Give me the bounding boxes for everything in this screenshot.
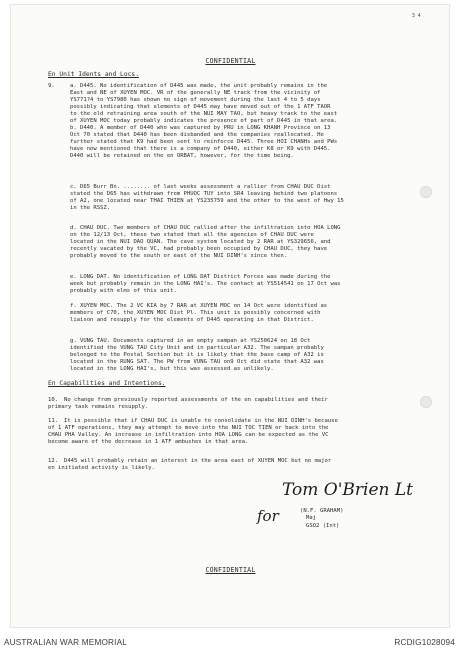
item-letter: g.: [70, 338, 77, 344]
text-line: stated the D65 has withdrawn from PHUOC TUY into SR4 leaving behind two platoons: [70, 191, 338, 198]
item-paragraph: [70, 225, 341, 260]
text-line: No change from previously reported assessments of the en capabilities and their: [64, 397, 328, 403]
item-paragraph: [70, 274, 341, 295]
text-line: recently vacated by the VC, had probably been occupied by CHAU DUC, they have: [70, 246, 328, 253]
text-line: identified the VUNG TAU City Unit and in particular A32. The sampan probably: [70, 345, 324, 352]
section-capabilities-heading: En Capabilities and Intentions.: [48, 380, 166, 387]
text-line: YS771?4 to YS7980 has shown no sign of movement during the last 4 to 5 days: [70, 97, 321, 104]
item-letter: e.: [70, 274, 77, 280]
text-line: CHAU DUC. Two members of CHAU DUC rallied after the infiltration into HOA LONG: [80, 225, 341, 231]
footer-record-id: RCDIG1028094: [394, 638, 455, 647]
text-line: week but probably remain in the LONG HAI's. The contact at YS514541 on 17 Oct was: [70, 281, 341, 288]
signatory-appointment: GSO2 (Int): [306, 522, 340, 529]
text-line: located in the NUI DAO QUAN. The cave system located by 2 RAR at YS329656, and: [70, 239, 331, 246]
item-letter: b.: [70, 125, 77, 131]
punch-hole-bottom: [420, 396, 432, 408]
signature-block: [300, 508, 343, 530]
text-line: to the old retraining area south of the NUI MAY TAO, but heavy track to the east: [70, 111, 338, 118]
classification-bottom: CONFIDENTIAL: [205, 566, 256, 574]
text-line: of A2, one located near THAI THIEN at YS235759 and the other to the west of Hwy 15: [70, 198, 344, 205]
text-line: East and NE of XUYEN MOC. VR of the generally NE track from the vicinity of: [70, 90, 321, 97]
classification-top: CONFIDENTIAL: [205, 57, 256, 65]
text-line: XUYEN MOC. The 2 VC KIA by 7 RAR at XUYEN MOC on 14 Oct were identified as: [80, 303, 328, 309]
item-paragraph: [70, 83, 338, 125]
text-line: probably moved to the south or east of the NUI DINH's since then.: [70, 253, 288, 260]
footer-archive-name: AUSTRALIAN WAR MEMORIAL: [4, 638, 128, 647]
section-idents-heading: En Unit Idents and Locs.: [48, 71, 139, 78]
text-line: located in the LONG HAI's, but this was assessed as unlikely.: [70, 366, 274, 373]
text-line: primary task remains resupply.: [48, 404, 149, 411]
text-line: possibly indicating that elements of D445 may have moved out of the 1 ATF TAOR: [70, 104, 331, 111]
text-line: have now mentioned that there is a company of D440, either K8 or K9 with D445.: [70, 146, 331, 153]
text-line: CHAU PHA Valley. An increase in infiltration into HOA LONG can be expected as the VC: [48, 432, 329, 439]
paragraph-number: 12.: [48, 458, 59, 464]
text-line: members of C70, the XUYEN MOC Dist Pl. This unit is possibly concerned with: [70, 310, 321, 317]
text-line: en initiated activity is likely.: [48, 465, 155, 472]
text-line: D440 will be retained on the en ORBAT, however, for the time being.: [70, 153, 294, 160]
text-line: further stated that K9 had been sent to reinforce D445. Three HOI CHANHs and PWs: [70, 139, 338, 146]
text-line: located in the RUNG SAT. The PW from VUNG TAU on9 Oct did state that A32 was: [70, 359, 324, 366]
text-line: become aware of the decrease in 1 ATF ambushes in that area.: [48, 439, 249, 446]
text-line: D65 Burr Bn. ........ of last weeks assessment a rallier from CHAU DUC Dist: [80, 184, 331, 190]
item-letter: f.: [70, 303, 77, 309]
text-line: D445 will probably retain an interest in the area east of XUYEN MOC but no major: [64, 458, 332, 464]
para-9-number: 9.: [48, 83, 55, 89]
signatory-rank: Maj: [306, 515, 317, 522]
punch-hole-top: [420, 186, 432, 198]
item-paragraph: [70, 303, 328, 324]
text-line: It is possible that if CHAU DUC is unable to consolidate in the NUI DINH's because: [64, 418, 338, 424]
text-line: D440. A member of D440 who was captured by PRU in LONG KHANH Province on 13: [80, 125, 331, 131]
text-line: on the 12/13 Oct, these two stated that all the agencies of CHAU DUC were: [70, 232, 314, 239]
text-line: of 1 ATF operations, they may attempt to move into the NUI TOC TIEN or back into the: [48, 425, 329, 432]
text-line: Oct 70 stated that D440 has been disbanded and the companies reallocated. He: [70, 132, 324, 139]
item-paragraph: [70, 338, 324, 373]
item-letter: a.: [70, 83, 77, 89]
text-line: LONG DAT. No identification of LONG DAT District Forces was made during the: [80, 274, 331, 280]
handwritten-for: for: [257, 507, 279, 525]
handwritten-signature: Tom O'Brien Lt: [282, 480, 413, 500]
item-letter: d.: [70, 225, 77, 231]
text-line: liaison and resupply for the elements of D445 operating in that District.: [70, 317, 314, 324]
paragraph-number: 10.: [48, 397, 59, 403]
paragraph-number: 11.: [48, 418, 59, 424]
item-letter: c.: [70, 184, 77, 190]
text-line: VUNG TAU. Documents captured in an empty sampan at YS250624 on 18 Oct: [80, 338, 311, 344]
text-line: in the RSSZ.: [70, 205, 111, 212]
signatory-name: (N.F. GRAHAM): [300, 508, 344, 514]
text-line: of XUYEN MOC today probably indicates the presence of part of D445 in that area.: [70, 118, 338, 125]
text-line: belonged to the Postal Section but it is likely that the base camp of A32 is: [70, 352, 324, 359]
page-marks: 3 4: [412, 14, 421, 19]
text-line: D445. No identification of D445 was made, the unit probably remains in the: [80, 83, 328, 89]
item-paragraph: [70, 125, 338, 160]
text-line: probably with elms of this unit.: [70, 288, 177, 295]
item-paragraph: [70, 184, 344, 212]
